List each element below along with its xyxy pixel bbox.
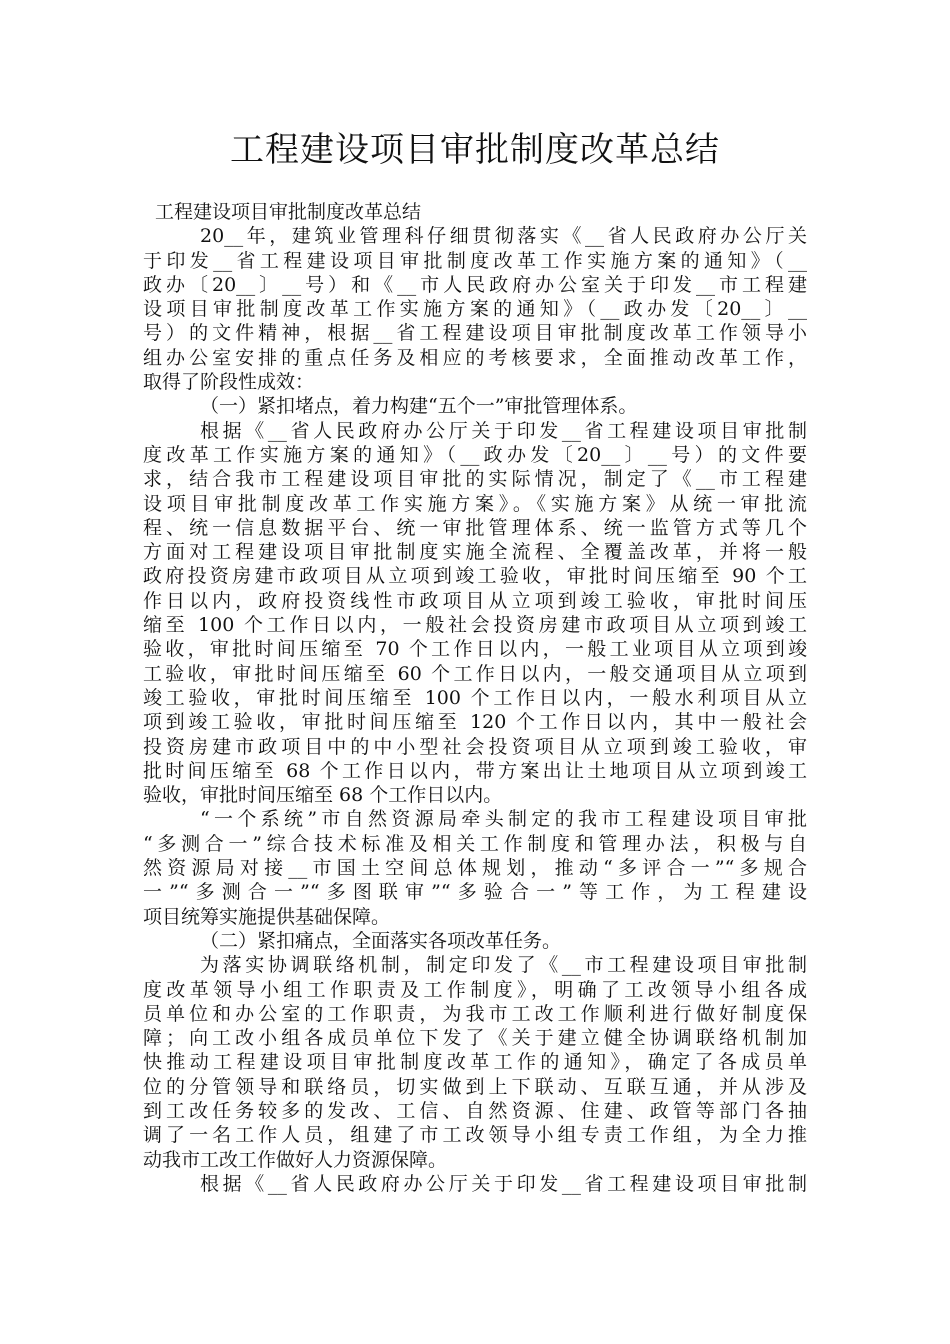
paragraph-line: 程、统一信息数据平台、统一审批管理体系、统一监管方式等几个 xyxy=(143,516,807,539)
paragraph-line: 求，结合我市工程建设项目审批的实际情况，制定了《__市工程建 xyxy=(143,468,807,491)
document-title: 工程建设项目审批制度改革总结 xyxy=(230,130,720,170)
paragraph-line: 一”“多测合一”“多图联审”“多验合一”等工作，为工程建设 xyxy=(143,881,807,904)
paragraph-line: （二）紧扣痛点，全面落实各项改革任务。 xyxy=(200,929,562,952)
paragraph-line: 设项目审批制度改革工作实施方案》。《实施方案》从统一审批流 xyxy=(143,492,807,515)
paragraph-line: 调了一名工作人员，组建了市工改领导小组专责工作组，为全力推 xyxy=(143,1124,807,1147)
paragraph-line: 根据《__省人民政府办公厅关于印发__省工程建设项目审批制 xyxy=(200,419,807,442)
paragraph-line: 于印发__省工程建设项目审批制度改革工作实施方案的通知》（__ xyxy=(143,249,807,272)
paragraph-line: 政办〔20__〕__号）和《__市人民政府办公室关于印发__市工程建 xyxy=(143,273,807,296)
paragraph-line: 项到竣工验收，审批时间压缩至 120 个工作日以内，其中一般社会 xyxy=(143,711,807,734)
paragraph-line: 方面对工程建设项目审批制度实施全流程、全覆盖改革，并将一般 xyxy=(143,541,807,564)
paragraph-line: 快推动工程建设项目审批制度改革工作的通知》，确定了各成员单 xyxy=(143,1051,807,1074)
paragraph-line: 竣工验收，审批时间压缩至 100 个工作日以内，一般水利项目从立 xyxy=(143,686,807,709)
paragraph-line: 取得了阶段性成效： xyxy=(143,371,315,394)
paragraph-line: 设项目审批制度改革工作实施方案的通知》（__政办发〔20__〕__ xyxy=(143,298,807,321)
paragraph-line: （一）紧扣堵点，着力构建“五个一”审批管理体系。 xyxy=(200,395,638,418)
paragraph-line: 作日以内，政府投资线性市政项目从立项到竣工验收，审批时间压 xyxy=(143,589,807,612)
paragraph-line: 根据《__省人民政府办公厅关于印发__省工程建设项目审批制 xyxy=(200,1172,807,1195)
paragraph-line: 工验收，审批时间压缩至 60 个工作日以内，一般交通项目从立项到 xyxy=(143,662,807,685)
paragraph-line: 号）的文件精神，根据__省工程建设项目审批制度改革工作领导小 xyxy=(143,322,807,345)
paragraph-line: 度改革工作实施方案的通知》（__政办发〔20__〕__号）的文件要 xyxy=(143,443,807,466)
paragraph-line: 为落实协调联络机制，制定印发了《__市工程建设项目审批制 xyxy=(200,954,807,977)
paragraph-line: “一个系统”市自然资源局牵头制定的我市工程建设项目审批 xyxy=(200,808,807,831)
paragraph-line: 到工改任务较多的发改、工信、自然资源、住建、政管等部门各抽 xyxy=(143,1099,807,1122)
paragraph-line: 20__年，建筑业管理科仔细贯彻落实《__省人民政府办公厅关 xyxy=(200,225,807,248)
paragraph-line: 障；向工改小组各成员单位下发了《关于建立健全协调联络机制加 xyxy=(143,1027,807,1050)
document-body xyxy=(143,200,807,1196)
paragraph-line: 项目统筹实施提供基础保障。 xyxy=(143,905,391,928)
paragraph-line: 员单位和办公室的工作职责，为我市工改工作顺利进行做好制度保 xyxy=(143,1002,807,1025)
paragraph-line: 动我市工改工作做好人力资源保障。 xyxy=(143,1148,448,1171)
paragraph-line: 度改革领导小组工作职责及工作制度》，明确了工改领导小组各成 xyxy=(143,978,807,1001)
paragraph-line: 批时间压缩至 68 个工作日以内，带方案出让土地项目从立项到竣工 xyxy=(143,759,807,782)
paragraph-line: 验收，审批时间压缩至 70 个工作日以内，一般工业项目从立项到竣 xyxy=(143,638,807,661)
paragraph-line: 政府投资房建市政项目从立项到竣工验收，审批时间压缩至 90 个工 xyxy=(143,565,807,588)
paragraph-line: “多测合一”综合技术标准及相关工作制度和管理办法，积极与自 xyxy=(143,832,807,855)
paragraph-line: 验收，审批时间压缩至 68 个工作日以内。 xyxy=(143,784,503,807)
paragraph-line: 然资源局对接__市国土空间总体规划，推动“多评合一”“多规合 xyxy=(143,857,807,880)
paragraph-line: 位的分管领导和联络员，切实做到上下联动、互联互通，并从涉及 xyxy=(143,1075,807,1098)
paragraph-line: 组办公室安排的重点任务及相应的考核要求，全面推动改革工作， xyxy=(143,346,807,369)
paragraph-line: 投资房建市政项目中的中小型社会投资项目从立项到竣工验收，审 xyxy=(143,735,807,758)
paragraph-line: 缩至 100 个工作日以内，一般社会投资房建市政项目从立项到竣工 xyxy=(143,614,807,637)
body-subtitle: 工程建设项目审批制度改革总结 xyxy=(155,201,422,223)
